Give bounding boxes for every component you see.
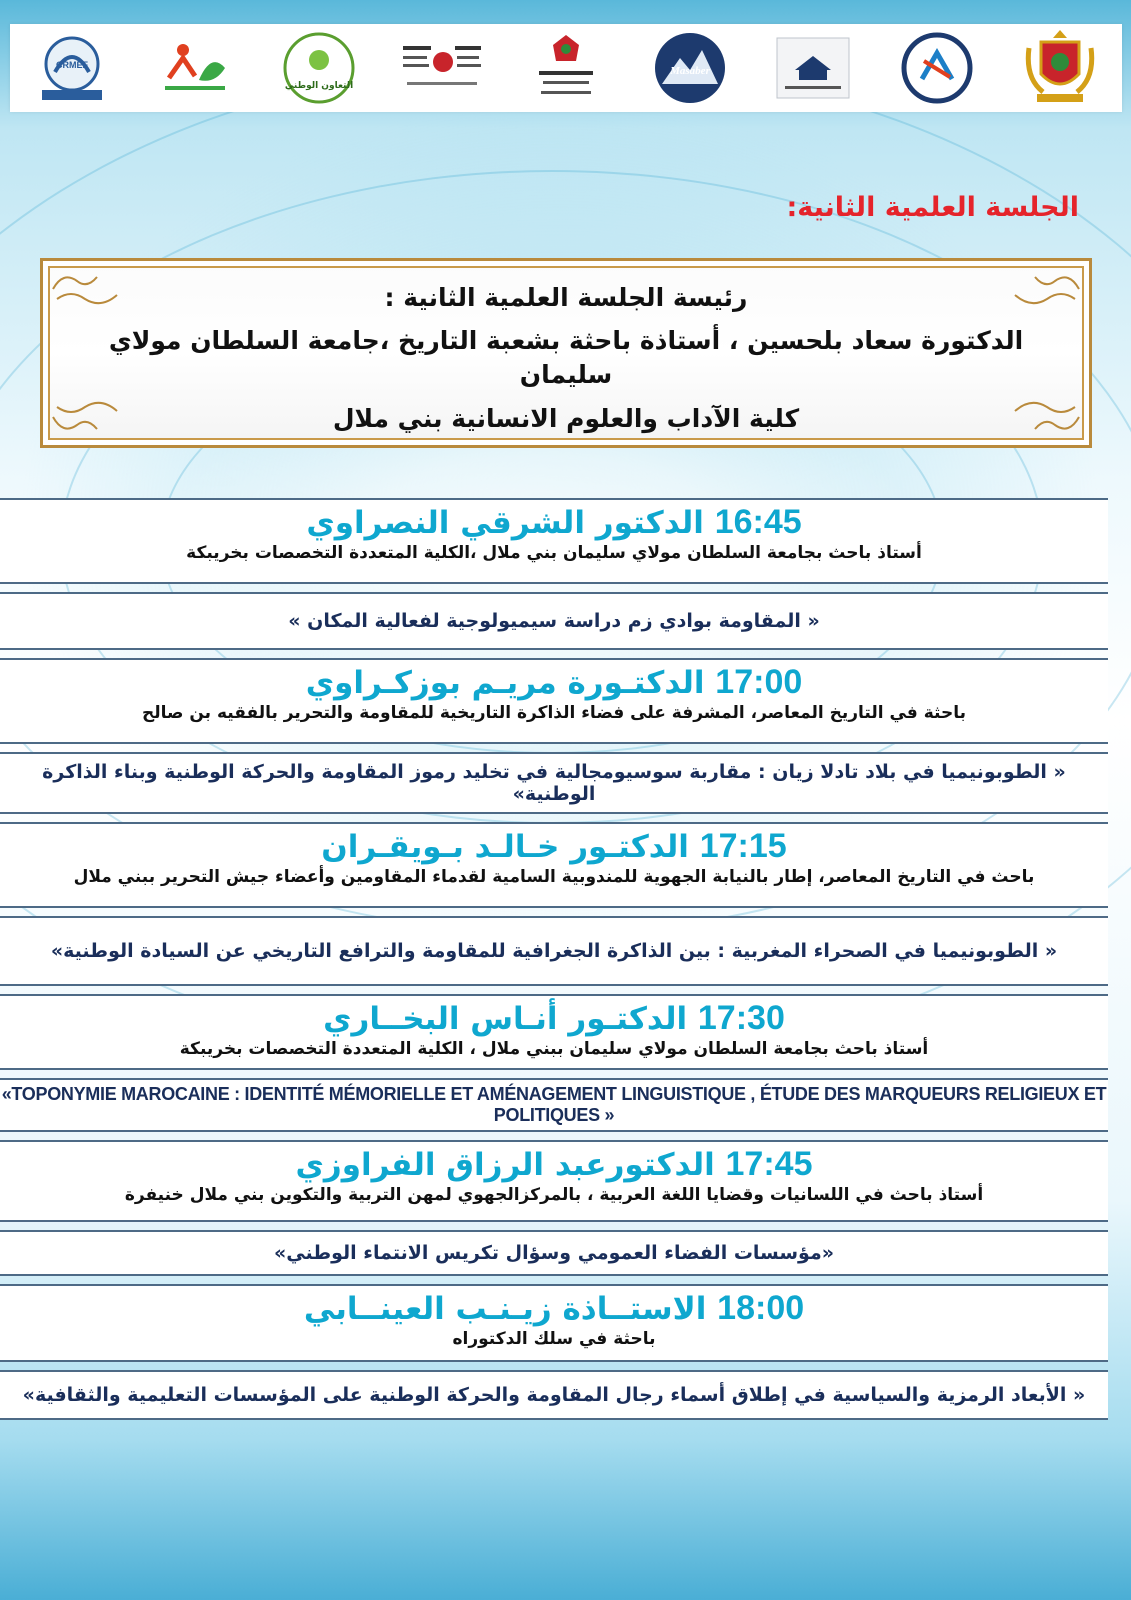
session-chair-frame <box>40 258 1092 448</box>
talk-speaker: الدكتـورة مريـم بوزكـراوي <box>305 665 705 701</box>
talk-topic <box>0 752 1108 814</box>
talk-time: 17:45 <box>725 1145 813 1183</box>
talk-speaker-line <box>0 1142 1108 1185</box>
talk-topic-text: « الأبعاد الرمزية والسياسية في إطلاق أسماء رجال المقاومة والحركة الوطنية على المؤسسات التعليمية والثقافية» <box>22 1384 1086 1406</box>
talk-speaker-line <box>0 1286 1108 1329</box>
talk-speaker: الدكتور الشرقي النصراوي <box>306 505 704 541</box>
talk-affiliation: أستاذ باحث بجامعة السلطان مولاي سليمان بني ملال ،الكلية المتعددة التخصصات بخريبكة <box>186 542 922 563</box>
talk-topic-text: «TOPONYMIE MAROCAINE : IDENTITÉ MÉMORIELLE ET AMÉNAGEMENT LINGUISTIQUE , ÉTUDE DES MARQUEURS RELIGIEUX ET POLITIQUES » <box>1 1084 1107 1125</box>
talk-topic <box>0 1370 1108 1420</box>
talk-affiliation: باحث في التاريخ المعاصر، إطار بالنيابة الجهوية للمندوبية السامية لقدماء المقاومين وأعضاء جيش التحرير ببني ملال <box>73 866 1035 887</box>
talk-topic-text: « الطوبونيميا في بلاد تادلا زيان : مقاربة سوسيومجالية في تخليد رموز المقاومة والحركة الوطنية وبناء الذاكرة الوطنية» <box>42 761 1066 805</box>
talk-header <box>0 498 1108 584</box>
talk-topic-text: « الطوبونيميا في الصحراء المغربية : بين الذاكرة الجغرافية للمقاومة والترافع التاريخي عن السيادة الوطنية» <box>50 940 1058 962</box>
talk-header <box>0 1284 1108 1362</box>
talk-speaker: الدكتـور خـالـد بـويقـران <box>321 829 689 865</box>
faculty-circle-logo <box>896 28 978 108</box>
national-cooperation-logo-text: التعاون الوطني <box>284 81 354 91</box>
talk-speaker-line <box>0 996 1108 1039</box>
chair-faculty: كلية الآداب والعلوم الانسانية بني ملال <box>332 403 800 433</box>
talk-speaker-line <box>0 660 1108 703</box>
session-heading: الجلسة العلمية الثانية: <box>786 192 1079 223</box>
talk-header <box>0 1140 1108 1222</box>
chair-name-affiliation: الدكتورة سعاد بلحسين ، أستاذة باحثة بشعبة التاريخ ،جامعة السلطان مولاي سليمان <box>108 326 1024 389</box>
talk-speaker-line <box>0 500 1108 543</box>
talk-affiliation: أستاذ باحث في اللسانيات وقضايا اللغة العربية ، بالمركزالجهوي لمهن التربية والتكوين بني ملال خنيفرة <box>124 1184 984 1205</box>
masaber-logo <box>649 28 731 108</box>
talk-time: 17:15 <box>699 827 787 865</box>
talk-time: 17:30 <box>697 999 785 1037</box>
royal-coat-of-arms-logo <box>1019 28 1101 108</box>
talk-affiliation: باحثة في التاريخ المعاصر، المشرفة على فضاء الذاكرة التاريخية للمقاومة والتحرير بالفقيه بن صالح <box>142 702 966 723</box>
talk-topic <box>0 1230 1108 1276</box>
talk-topic-text: «مؤسسات الفضاء العمومي وسؤال تكريس الانتماء الوطني» <box>273 1242 835 1264</box>
regional-directorate-logo <box>401 28 483 108</box>
association-figure-logo <box>154 28 236 108</box>
talk-time: 18:00 <box>717 1289 805 1327</box>
talk-header <box>0 822 1108 908</box>
crescent-association-logo-text: CRMEF <box>55 60 88 70</box>
talk-time: 16:45 <box>714 503 802 541</box>
talk-affiliation: أستاذ باحث بجامعة السلطان مولاي سليمان ببني ملال ، الكلية المتعددة التخصصات بخريبكة <box>179 1038 929 1059</box>
talk-header <box>0 658 1108 744</box>
talk-speaker: الاستــاذة زيـنـب العينــابي <box>303 1291 707 1327</box>
talk-affiliation: باحثة في سلك الدكتوراه <box>452 1328 656 1349</box>
talk-topic <box>0 916 1108 986</box>
talk-topic <box>0 1078 1108 1132</box>
masaber-logo-text: Masaber <box>669 65 710 77</box>
partner-logo-bar <box>10 24 1122 112</box>
ministry-education-logo <box>525 28 607 108</box>
talk-speaker: الدكتورعبد الرزاق الفراوزي <box>295 1147 715 1183</box>
university-building-logo <box>772 28 854 108</box>
talk-speaker: الدكتـور أنـاس البخــاري <box>323 1001 688 1037</box>
chair-title: رئيسة الجلسة العلمية الثانية : <box>384 283 748 312</box>
talk-time: 17:00 <box>715 663 803 701</box>
talk-header <box>0 994 1108 1070</box>
talk-speaker-line <box>0 824 1108 867</box>
crescent-association-logo <box>31 28 113 108</box>
talk-schedule <box>0 498 1108 1420</box>
talk-topic <box>0 592 1108 650</box>
national-cooperation-logo <box>278 28 360 108</box>
talk-topic-text: « المقاومة بوادي زم دراسة سيميولوجية لفعالية المكان » <box>288 610 820 632</box>
